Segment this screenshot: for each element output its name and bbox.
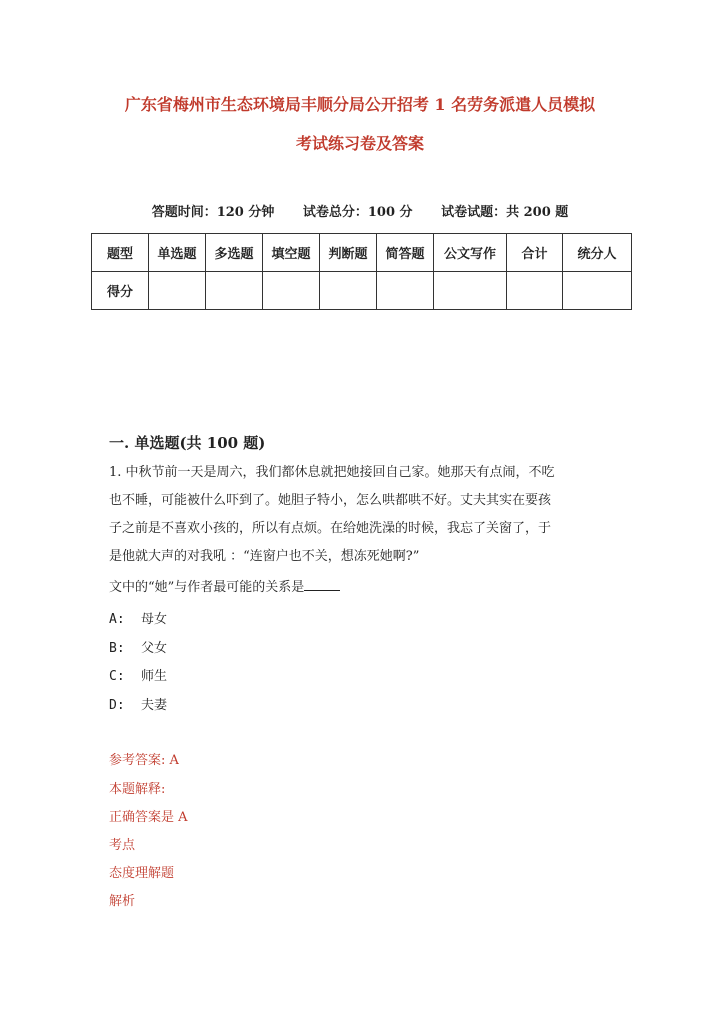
reference-answer: 参考答案: A	[109, 753, 179, 768]
doc-title-line-1: 广东省梅州市生态环境局丰顺分局公开招考 1 名劳务派遣人员模拟	[124, 95, 596, 114]
score-header-cell: 判断题	[320, 234, 377, 272]
score-header-cell: 题型	[92, 234, 149, 272]
question-prompt-text: 文中的“她”与作者最可能的关系是	[109, 580, 305, 595]
score-row-label: 得分	[92, 272, 149, 310]
score-cell	[434, 272, 507, 310]
question-prompt	[109, 576, 340, 595]
kaodian-label: 考点	[109, 838, 136, 853]
option-text: 夫妻	[141, 698, 168, 713]
question-line: 子之前是不喜欢小孩的，所以有点烦。在给她洗澡的时候，我忘了关窗了，于	[109, 521, 552, 536]
option-a	[109, 608, 167, 627]
score-cell	[320, 272, 377, 310]
score-cell	[377, 272, 434, 310]
option-text: 母女	[141, 612, 168, 627]
score-header-cell: 统分人	[563, 234, 632, 272]
exam-total-score: 试卷总分：100 分	[302, 205, 413, 220]
option-letter: D:	[109, 698, 125, 713]
score-header-cell: 合计	[507, 234, 563, 272]
option-text: 师生	[141, 669, 168, 684]
topic-label: 态度理解题	[109, 866, 175, 881]
question-line: 也不睡，可能被什么吓到了。她胆子特小，怎么哄都哄不好。丈夫其实在要孩	[109, 493, 552, 508]
score-cell	[263, 272, 320, 310]
jiexi-label: 解析	[109, 894, 136, 909]
doc-title-line-2: 考试练习卷及答案	[295, 134, 424, 153]
option-c	[109, 665, 167, 684]
score-cell	[507, 272, 563, 310]
score-header-cell: 公文写作	[434, 234, 507, 272]
score-header-cell: 简答题	[377, 234, 434, 272]
question-line: 1. 中秋节前一天是周六，我们都休息就把她接回自己家。她那天有点闹，不吃	[109, 465, 555, 480]
option-letter: A:	[109, 612, 125, 627]
score-cell	[149, 272, 206, 310]
exam-meta	[0, 201, 720, 220]
option-text: 父女	[141, 641, 168, 656]
question-text	[109, 459, 609, 571]
explanation-label: 本题解释:	[109, 782, 166, 797]
option-letter: C:	[109, 669, 125, 684]
score-table-header-row	[92, 234, 632, 272]
option-b	[109, 637, 167, 656]
score-header-cell: 填空题	[263, 234, 320, 272]
option-letter: B:	[109, 641, 125, 656]
exam-question-count: 试卷试题：共 200 题	[441, 205, 569, 220]
question-line: 是他就大声的对我吼 ：“连窗户也不关，想冻死她啊?”	[109, 549, 420, 564]
correct-answer: 正确答案是 A	[109, 810, 188, 825]
section-title: 一. 单选题(共 100 题)	[109, 434, 266, 452]
score-table-score-row	[92, 272, 632, 310]
score-cell	[563, 272, 632, 310]
answer-blank	[304, 578, 340, 591]
score-header-cell: 单选题	[149, 234, 206, 272]
exam-time: 答题时间：120 分钟	[151, 205, 275, 220]
score-table	[91, 233, 632, 310]
score-header-cell: 多选题	[206, 234, 263, 272]
option-d	[109, 694, 167, 713]
score-cell	[206, 272, 263, 310]
